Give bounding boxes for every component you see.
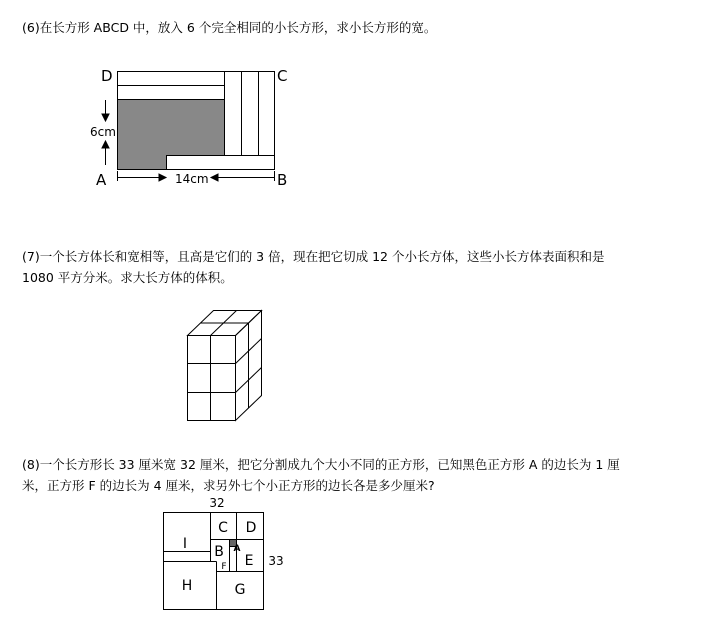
- fig8-label-A: A: [233, 544, 241, 554]
- problem-8-text-line1: (8)一个长方形长 33 厘米宽 32 厘米，把它分割成九个大小不同的正方形，已知黑色正方形 A 的边长为 1 厘: [22, 457, 620, 472]
- fig6-height-label: 6cm: [90, 125, 116, 139]
- fig8-label-E: E: [244, 553, 254, 569]
- fig6-label-C: C: [277, 67, 288, 85]
- fig8-top-label: 32: [209, 496, 225, 510]
- fig8-right-label: 33: [268, 554, 284, 568]
- fig8-label-H: H: [181, 578, 193, 594]
- fig8-label-C: C: [218, 520, 228, 536]
- fig8-label-F: F: [221, 562, 227, 572]
- fig8-label-D: D: [245, 520, 257, 536]
- fig6-label-A: A: [96, 171, 107, 189]
- fig8-label-I: I: [182, 536, 188, 552]
- fig6-label-B: B: [277, 171, 288, 189]
- fig6-width-label: 14cm: [175, 172, 209, 186]
- problem-6-text: (6)在长方形 ABCD 中，放入 6 个完全相同的小长方形，求小长方形的宽。: [22, 20, 437, 35]
- fig8-label-G: G: [234, 582, 246, 598]
- fig6-label-D: D: [101, 67, 113, 85]
- fig8-label-B: B: [214, 544, 224, 560]
- problem-7-text-line2: 1080 平方分米。求大长方体的体积。: [22, 270, 233, 285]
- problem-7-text-line1: (7)一个长方体长和宽相等，且高是它们的 3 倍，现在把它切成 12 个小长方体，这些小长方体表面积和是: [22, 249, 605, 264]
- problem-8-text-line2: 米，正方形 F 的边长为 4 厘米，求另外七个小正方形的边长各是多少厘米?: [22, 478, 435, 493]
